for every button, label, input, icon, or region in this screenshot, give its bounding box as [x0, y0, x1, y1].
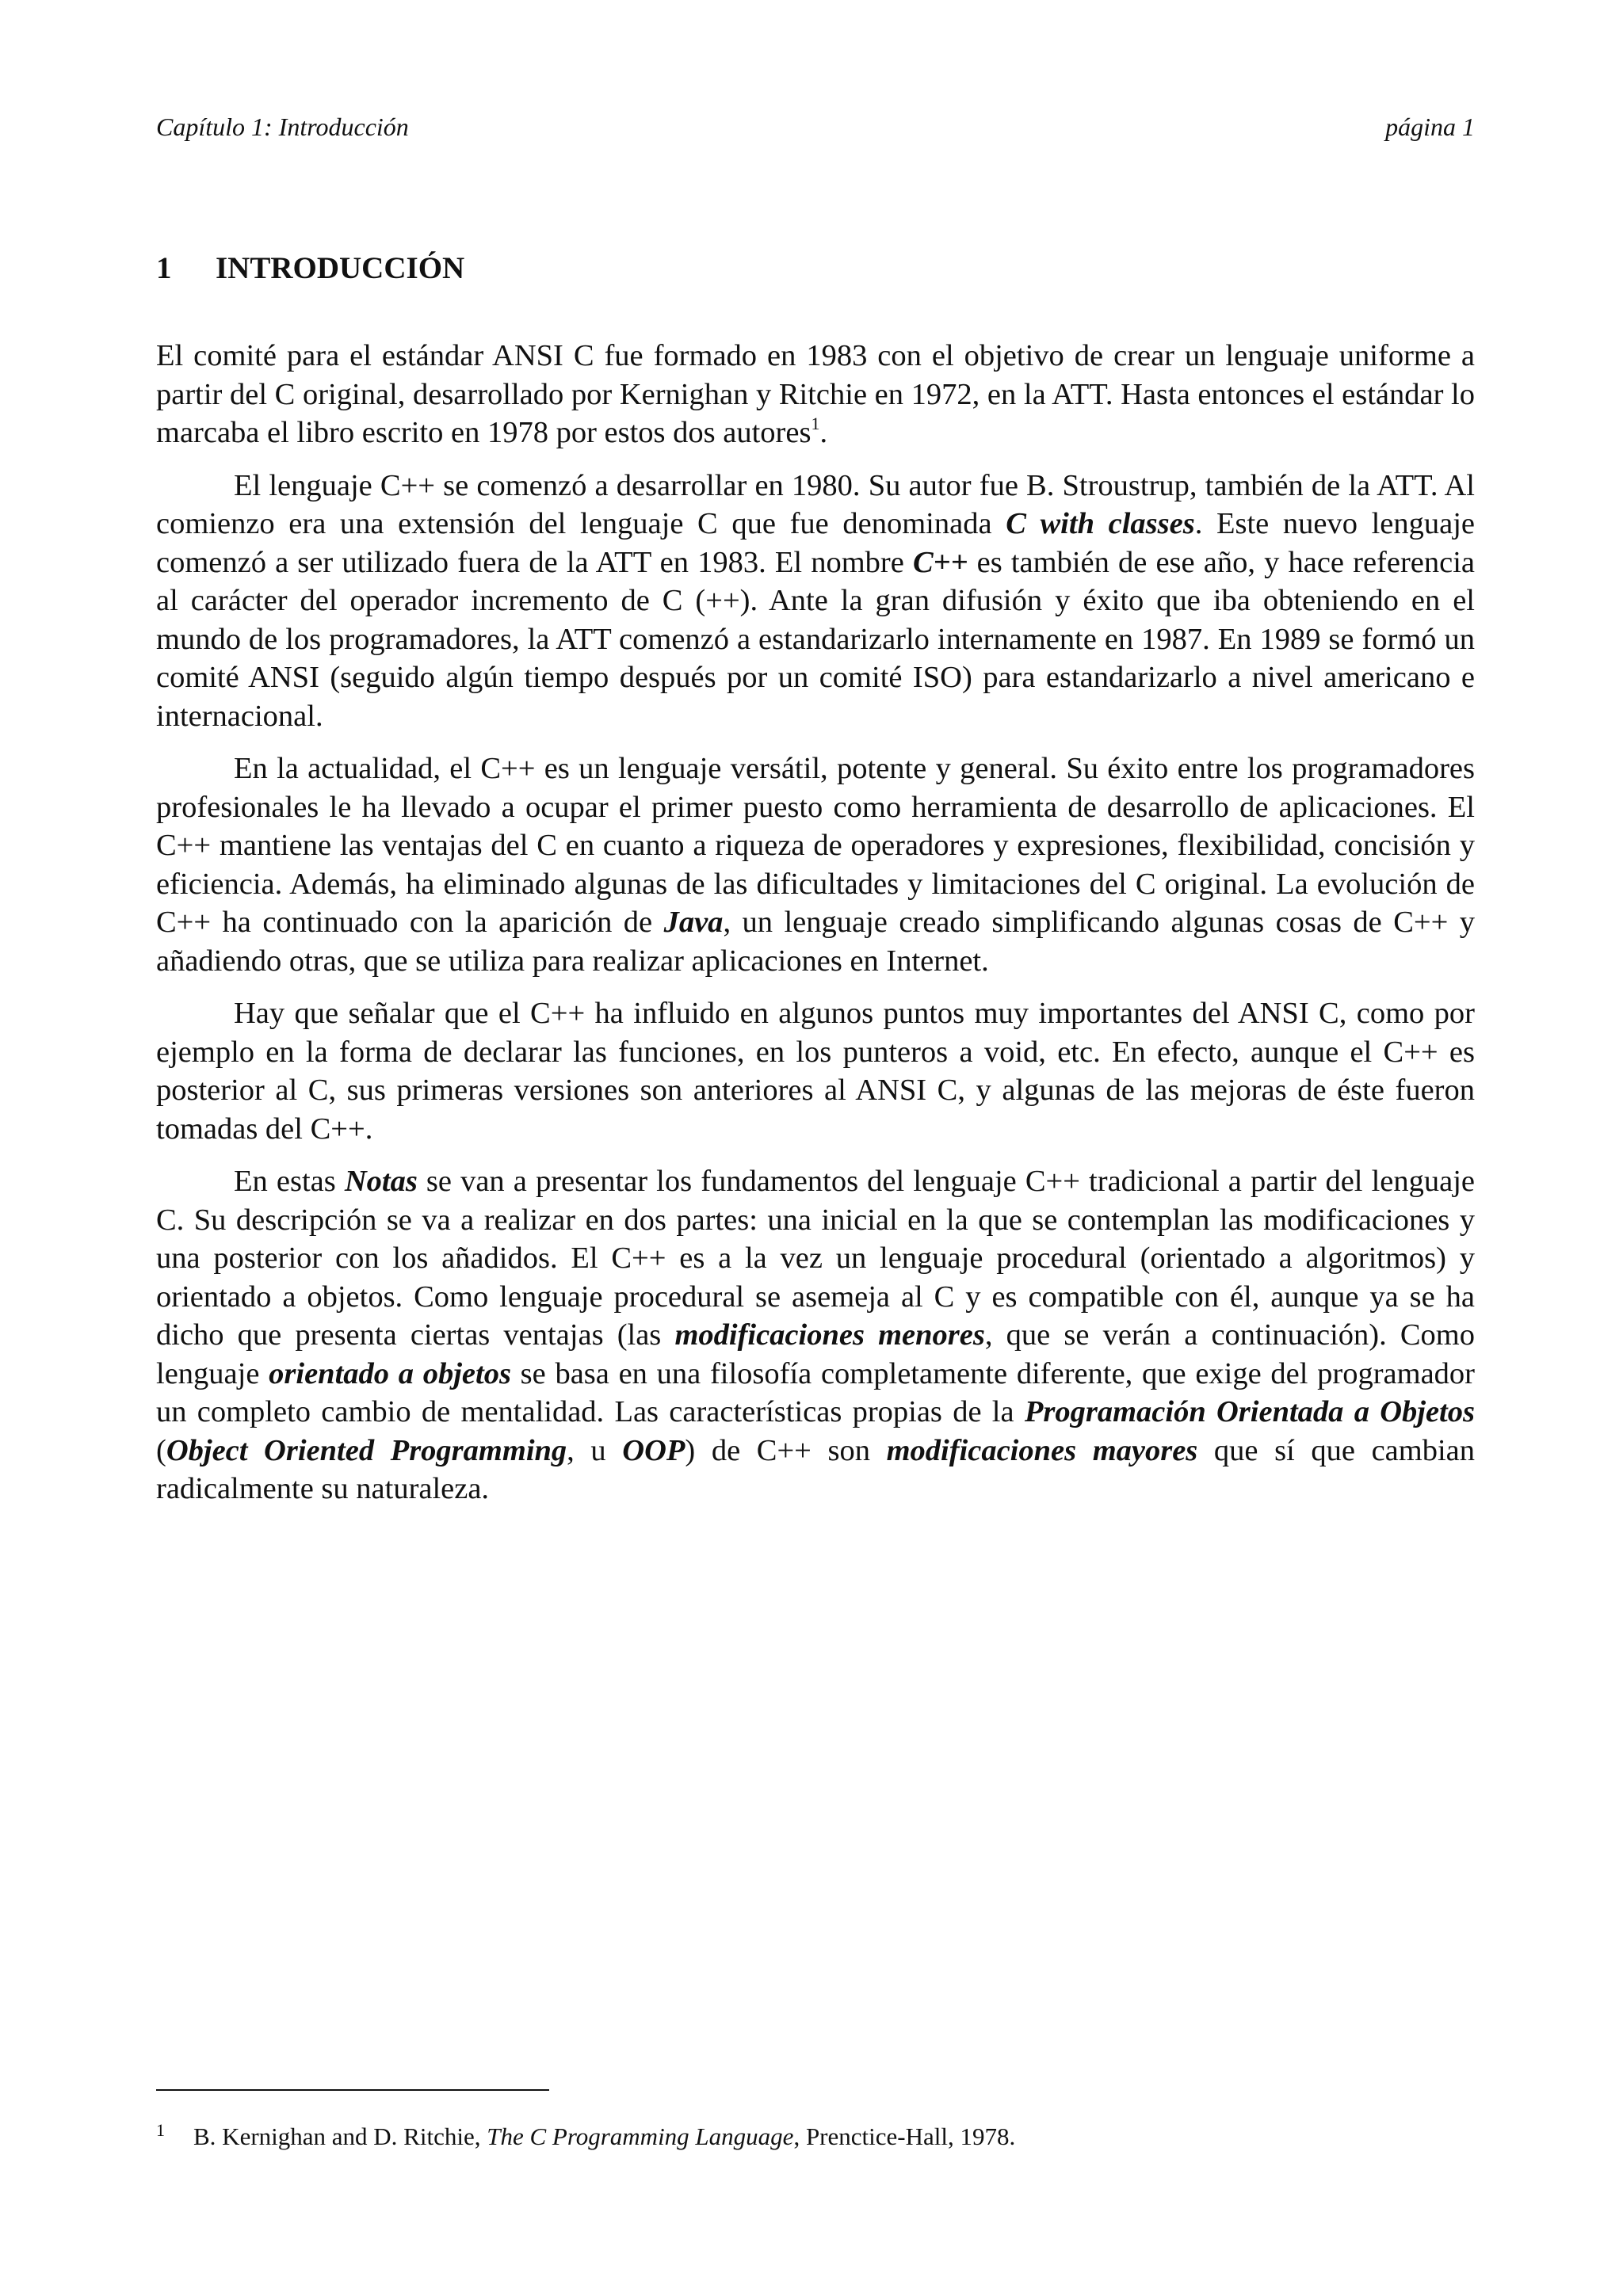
footnote-divider — [156, 2089, 549, 2091]
paragraph-text: , un lenguaje creado simplificando algunas cosas de C++ y añadiendo otras, que se utiliza para realizar aplicaciones en Internet. — [156, 906, 1475, 978]
emphasis: Java — [663, 906, 724, 939]
paragraph-text: se van a presentar los fundamentos del lenguaje C++ tradicional a partir del lenguaje C. Su descripción se va a realizar en dos partes: una inicial en la que se contemplan las modificaciones y una posterior con los añadidos. El C++ es a la vez un lenguaje procedural (orientado a algoritmos) y orientado a objetos. Como lenguaje procedural se asemeja al C y es compatible con él, aunque ya se ha dicho que presenta ciertas ventajas (las — [156, 1165, 1475, 1352]
emphasis: orientado a objetos — [269, 1356, 511, 1390]
body-text — [156, 337, 1475, 1523]
paragraph-5 — [156, 1162, 1475, 1508]
paragraph-text: En estas — [234, 1165, 345, 1198]
paragraph-text: , que se verán a continuación). Como lenguaje — [156, 1318, 1476, 1390]
running-header — [156, 111, 1475, 143]
emphasis: Object Oriented Programming — [166, 1433, 567, 1467]
paragraph-text: El lenguaje C++ se comenzó a desarrollar en 1980. Su autor fue B. Stroustrup, también de la ATT. Al comienzo era una extensión del lenguaje C que fue denominada — [156, 468, 1475, 540]
emphasis: modificaciones mayores — [886, 1433, 1198, 1467]
emphasis: modificaciones menores — [674, 1318, 985, 1352]
footnote — [156, 2121, 1475, 2153]
section-number: 1 — [156, 251, 172, 285]
emphasis: C with classes — [1006, 507, 1195, 540]
paragraph-2 — [156, 467, 1475, 736]
footnote-ref[interactable]: 1 — [811, 414, 820, 433]
footnote-text — [193, 2121, 1015, 2153]
paragraph-text: ( — [156, 1433, 166, 1467]
page-number: página 1 — [1385, 113, 1475, 141]
paragraph-text: que sí que cambian radicalmente su naturaleza. — [156, 1433, 1475, 1505]
chapter-title: Capítulo 1: Introducción — [156, 113, 409, 141]
paragraph-text: El comité para el estándar ANSI C fue formado en 1983 con el objetivo de crear un lenguaje uniforme a partir del C original, desarrollado por Kernighan y Ritchie en 1972, en la ATT. Hasta entonces el estándar lo marcaba el libro escrito en 1978 por estos dos autores — [156, 339, 1475, 449]
paragraph-text: Hay que señalar que el C++ ha influido en algunos puntos muy importantes del ANSI C, como por ejemplo en la forma de declarar las funciones, en los punteros a void, etc. En efecto, aunque el C++ es posterior al C, sus primeras versiones son anteriores al ANSI C, y algunas de las mejoras de éste fueron tomadas del C++. — [156, 997, 1475, 1146]
paragraph-text: . — [819, 416, 828, 449]
emphasis: C++ — [912, 545, 968, 579]
footnote-text-part: , Prenctice-Hall, 1978. — [793, 2122, 1016, 2150]
paragraph-text: ) de C++ son — [685, 1433, 887, 1467]
emphasis: OOP — [622, 1433, 685, 1467]
paragraph-1 — [156, 337, 1475, 452]
emphasis: Notas — [344, 1165, 418, 1198]
section-title: INTRODUCCIÓN — [216, 251, 465, 285]
paragraph-text: se basa en una filosofía completamente diferente, que exige del programador un completo cambio de mentalidad. Las características propias de la — [156, 1356, 1476, 1428]
footnote-text-part: B. Kernighan and D. Ritchie, — [193, 2122, 487, 2150]
paragraph-text: , u — [567, 1433, 623, 1467]
paragraph-text: En la actualidad, el C++ es un lenguaje versátil, potente y general. Su éxito entre los programadores profesionales le ha llevado a ocupar el primer puesto como herramienta de desarrollo de aplicaciones. El C++ mantiene las ventajas del C en cuanto a riqueza de operadores y expresiones, flexibilidad, concisión y eficiencia. Además, ha eliminado algunas de las dificultades y limitaciones del C original. La evolución de C++ ha continuado con la aparición de — [156, 752, 1475, 939]
paragraph-3 — [156, 749, 1475, 980]
section-heading — [156, 250, 1475, 288]
paragraph-text: . Este nuevo lenguaje comenzó a ser utilizado fuera de la ATT en 1983. El nombre — [156, 507, 1476, 579]
paragraph-text: es también de ese año, y hace referencia al carácter del operador incremento de C (++). Ante la gran difusión y éxito que iba obteniendo en el mundo de los programadores, la ATT comenzó a estandarizarlo internamente en 1987. En 1989 se formó un comité ANSI (seguido algún tiempo después por un comité ISO) para estandarizarlo a nivel americano e internacional. — [156, 545, 1475, 733]
paragraph-4 — [156, 994, 1475, 1148]
footnote-mark: 1 — [156, 2120, 165, 2140]
book-title: The C Programming Language — [487, 2122, 794, 2150]
emphasis: Programación Orientada a Objetos — [1024, 1395, 1475, 1428]
